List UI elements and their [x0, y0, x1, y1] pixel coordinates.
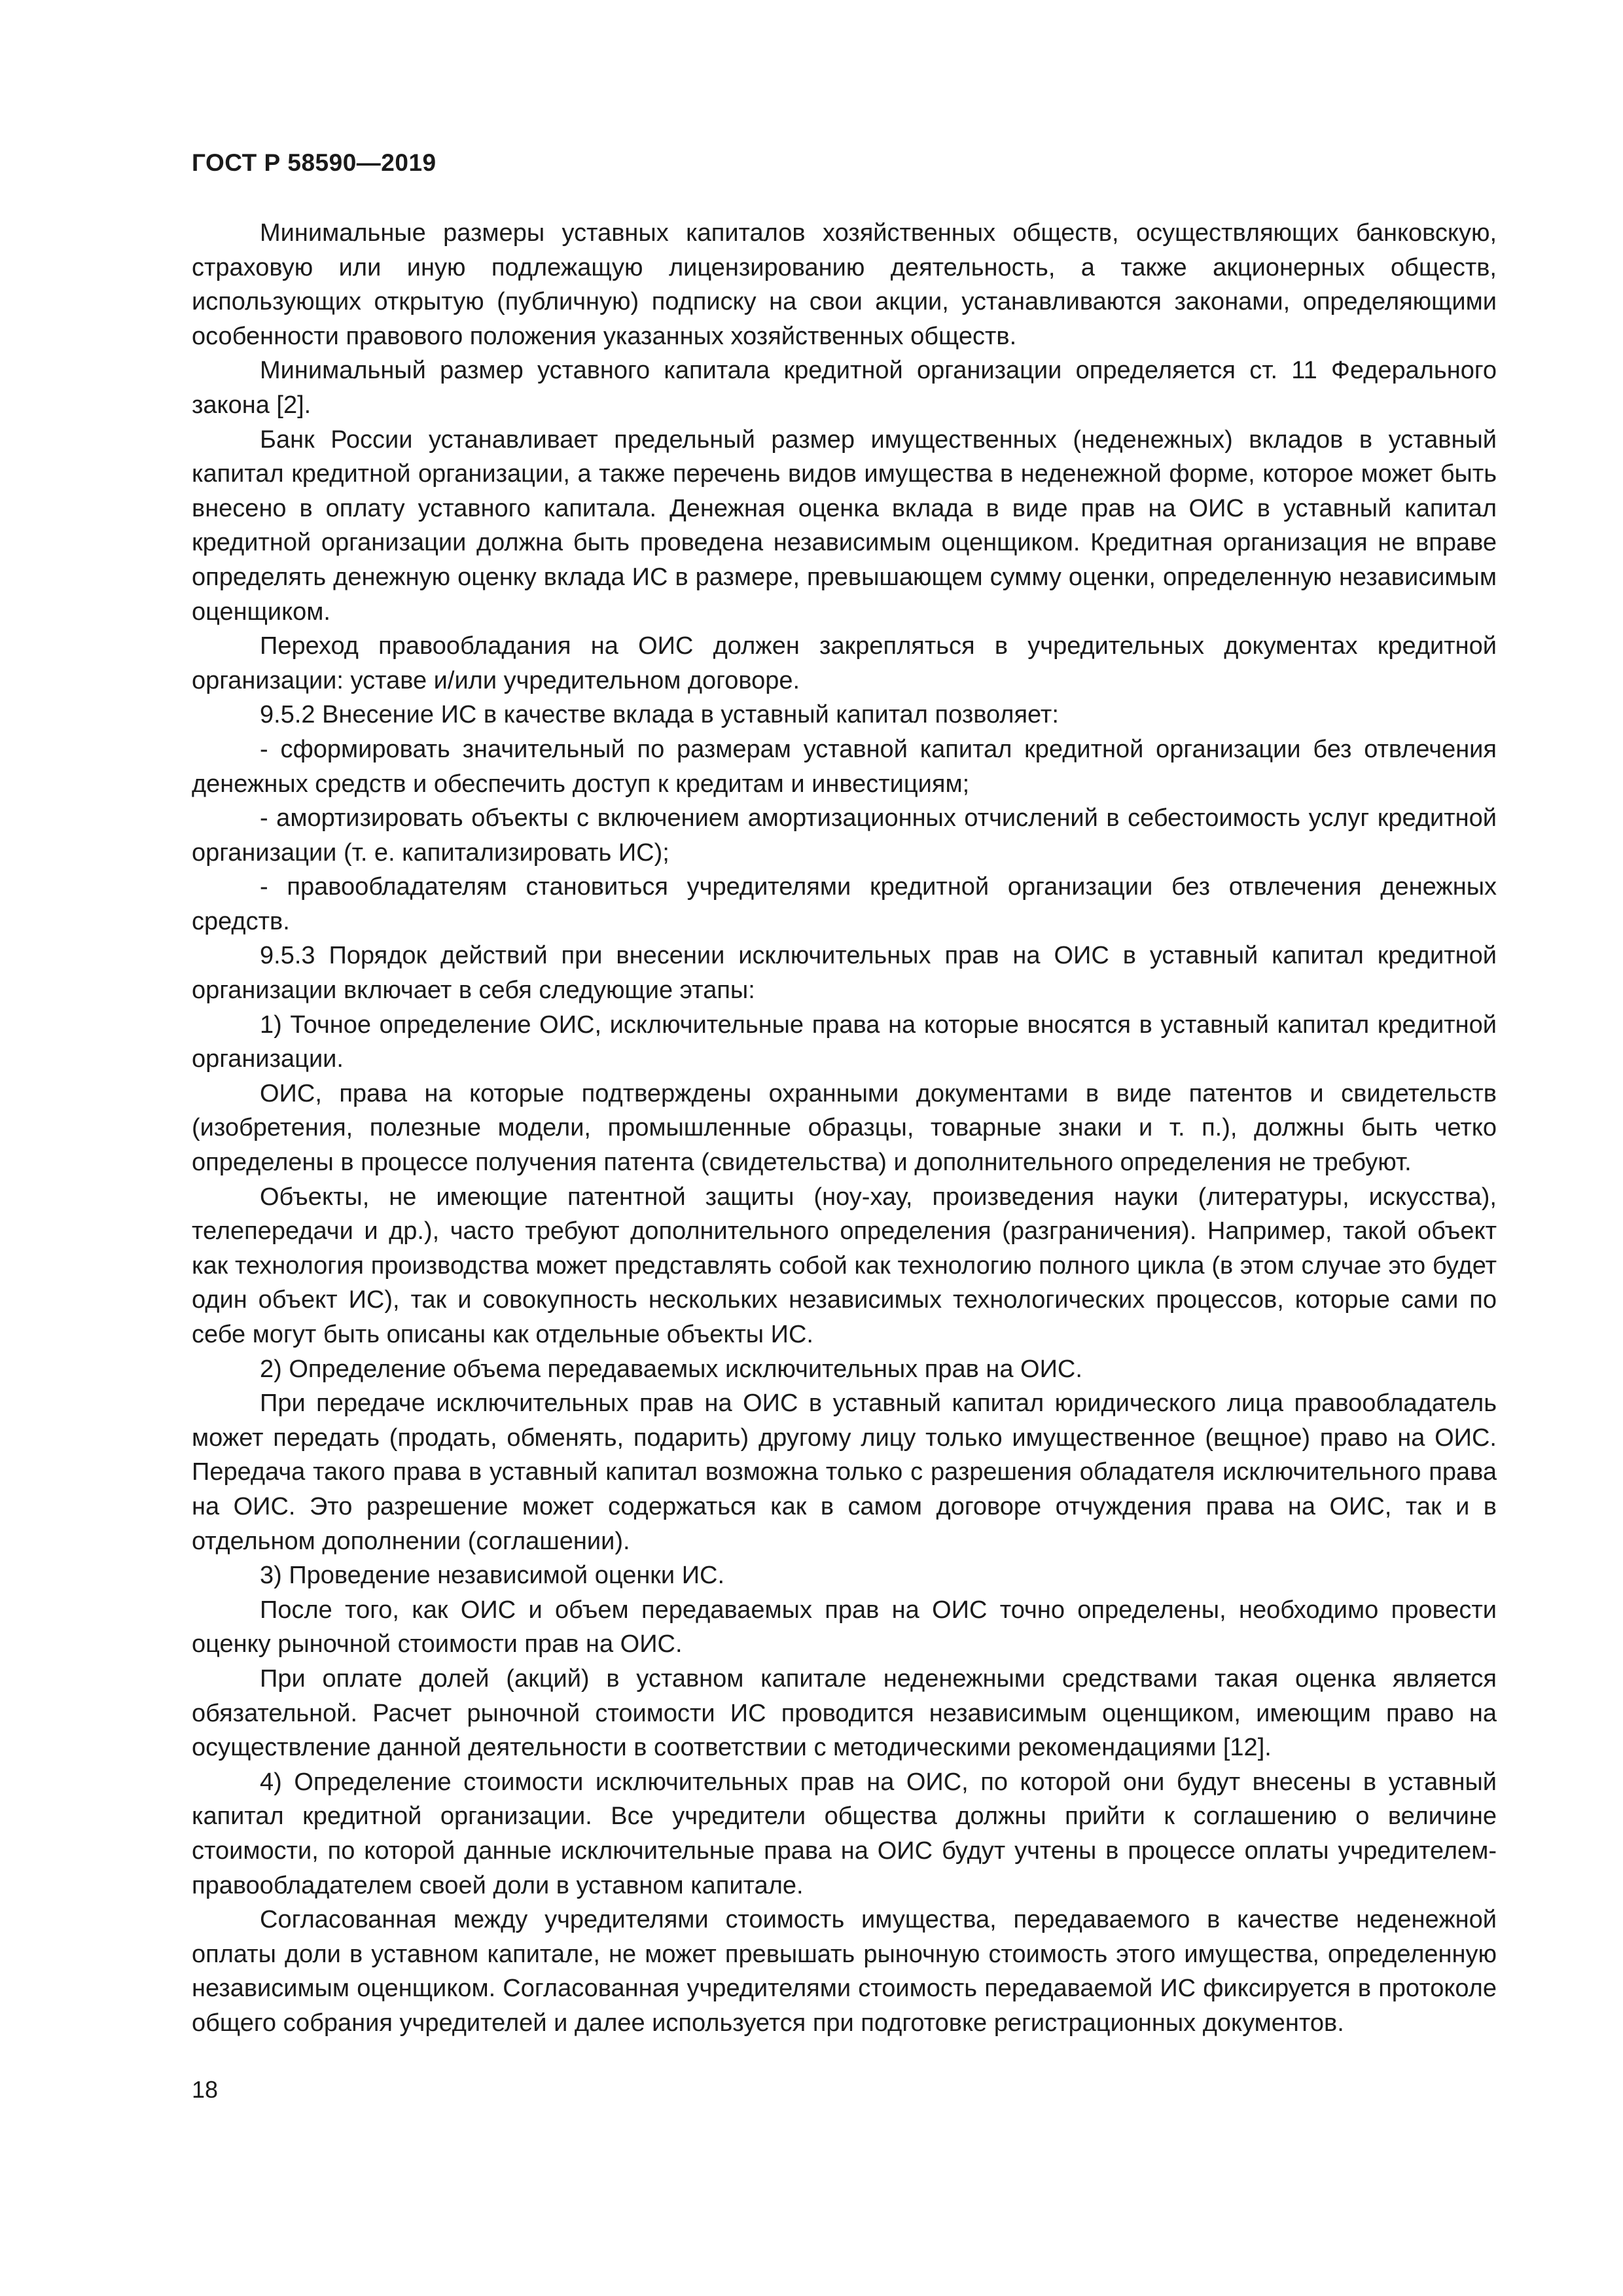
document-header: ГОСТ Р 58590—2019	[192, 149, 437, 176]
paragraph: Минимальный размер уставного капитала кредитной организации определяется ст. 11 Федерального закона [2].	[192, 357, 1497, 419]
paragraph: 9.5.2 Внесение ИС в качестве вклада в уставный капитал позволяет:	[260, 701, 1059, 729]
paragraph: При оплате долей (акций) в уставном капитале неденежными средствами такая оценка является обязательной. Расчет рыночной стоимости ИС проводится независимым оценщиком, имеющим право на осуществление данной деятельности в соответствии с методическими рекомендациями [12].	[192, 1664, 1497, 1762]
list-item: - правообладателям становиться учредителями кредитной организации без отвлечения денежных средств.	[192, 873, 1497, 935]
paragraph: Банк России устанавливает предельный размер имущественных (неденежных) вкладов в уставный капитал кредитной организации, а также перечень видов имущества в неденежной форме, которое может быть внесено в оплату уставного капитала. Денежная оценка вклада в виде прав на ОИС в уставный капитал кредитной организации должна быть проведена независимым оценщиком. Кредитная организация не вправе определять денежную оценку вклада ИС в размере, превышающем сумму оценки, определенную независимым оценщиком.	[192, 425, 1497, 626]
list-item: 3) Проведение независимой оценки ИС.	[260, 1562, 725, 1590]
list-item: - амортизировать объекты с включением амортизационных отчислений в себестоимость услуг кредитной организации (т. е. капитализировать ИС);	[192, 804, 1497, 867]
paragraph: При передаче исключительных прав на ОИС в уставный капитал юридического лица правообладатель может передать (продать, обменять, подарить) другому лицу только имущественное (вещное) право на ОИС. Передача такого права в уставный капитал возможна только с разрешения обладателя исключительного права на ОИС. Это разрешение может содержаться как в самом договоре отчуждения права на ОИС, так и в отдельном дополнении (соглашении).	[192, 1390, 1497, 1555]
list-item: 2) Определение объема передаваемых исключительных прав на ОИС.	[260, 1355, 1082, 1383]
list-item: 4) Определение стоимости исключительных прав на ОИС, по которой они будут внесены в уставный капитал кредитной организации. Все учредители общества должны прийти к соглашению о величине стоимости, по которой данные исключительные права на ОИС будут учтены в процессе оплаты учредителем-правообладателем своей доли в уставном капитале.	[192, 1768, 1497, 1899]
list-item: - сформировать значительный по размерам уставной капитал кредитной организации без отвлечения денежных средств и обеспечить доступ к кредитам и инвестициям;	[192, 735, 1497, 798]
paragraph: Согласованная между учредителями стоимость имущества, передаваемого в качестве неденежной оплаты доли в уставном капитале, не может превышать рыночную стоимость этого имущества, определенную независимым оценщиком. Согласованная учредителями стоимость передаваемой ИС фиксируется в протоколе общего собрания учредителей и далее используется при подготовке регистрационных документов.	[192, 1906, 1497, 2037]
paragraph: ОИС, права на которые подтверждены охранными документами в виде патентов и свидетельств (изобретения, полезные модели, промышленные образцы, товарные знаки и т. п.), должны быть четко определены в процессе получения патента (свидетельства) и дополнительного определения не требуют.	[192, 1079, 1497, 1177]
paragraph: После того, как ОИС и объем передаваемых прав на ОИС точно определены, необходимо провести оценку рыночной стоимости прав на ОИС.	[192, 1596, 1497, 1659]
paragraph: Переход правообладания на ОИС должен закрепляться в учредительных документах кредитной организации: уставе и/или учредительном договоре.	[192, 632, 1497, 694]
paragraph: 9.5.3 Порядок действий при внесении исключительных прав на ОИС в уставный капитал кредитной организации включает в себя следующие этапы:	[192, 942, 1497, 1005]
page-number: 18	[192, 2076, 219, 2103]
list-item: 1) Точное определение ОИС, исключительные права на которые вносятся в уставный капитал кредитной организации.	[192, 1011, 1497, 1073]
paragraph: Объекты, не имеющие патентной защиты (ноу-хау, произведения науки (литературы, искусства), телепередачи и др.), часто требуют дополнительного определения (разграничения). Например, такой объект как технология производства может представлять собой как технологию полного цикла (в этом случае это будет один объект ИС), так и совокупность нескольких независимых технологических процессов, которые сами по себе могут быть описаны как отдельные объекты ИС.	[192, 1183, 1497, 1348]
paragraph: Минимальные размеры уставных капиталов хозяйственных обществ, осуществляющих банковскую, страховую или иную подлежащую лицензированию деятельность, а также акционерных обществ, использующих открытую (публичную) подписку на свои акции, устанавливаются законами, определяющими особенности правового положения указанных хозяйственных обществ.	[192, 219, 1497, 350]
document-body	[192, 216, 1497, 2040]
